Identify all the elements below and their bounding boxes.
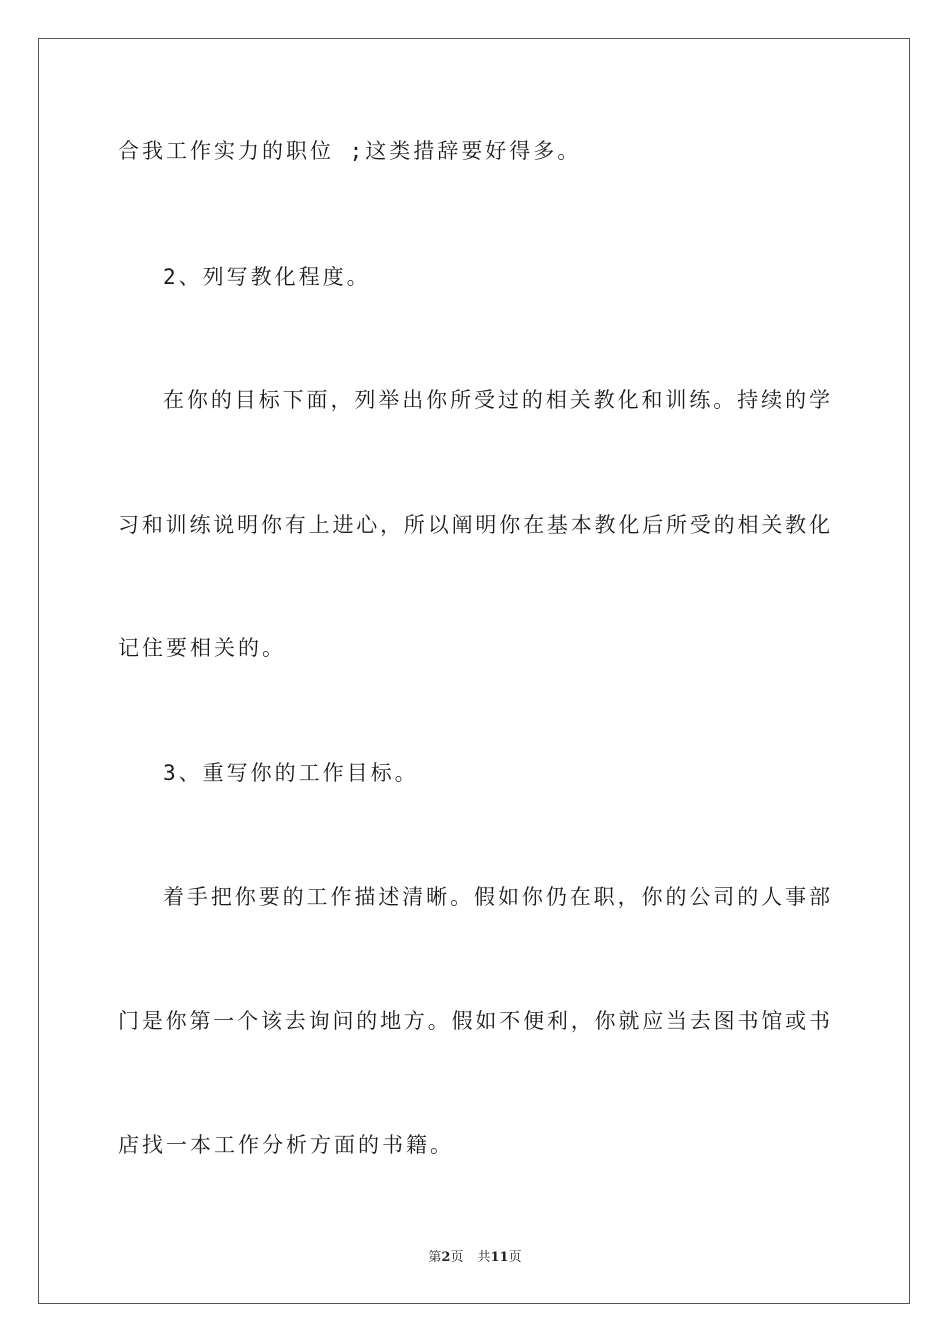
paragraph-line: 着手把你要的工作描述清晰。假如你仍在职，你的公司的人事部 (163, 885, 830, 909)
paragraph-line: 店找一本工作分析方面的书籍。 (118, 1133, 454, 1157)
total-prefix: 共 (477, 1250, 491, 1265)
total-pages: 11 (490, 1250, 509, 1265)
section-heading: 2、列写教化程度。 (163, 265, 371, 289)
paragraph-line: 记住要相关的。 (118, 636, 286, 660)
page-border (38, 38, 910, 1304)
paragraph-line: 门是你第一个该去询问的地方。假如不便利，你就应当去图书馆或书 (118, 1009, 830, 1033)
total-suffix: 页 (508, 1250, 522, 1265)
page-suffix: 页 (450, 1250, 464, 1265)
paragraph-line: 合我工作实力的职位 ;这类措辞要好得多。 (118, 139, 582, 163)
paragraph-line: 习和训练说明你有上进心，所以阐明你在基本教化后所受的相关教化 (118, 513, 830, 537)
page-number: 2 (441, 1250, 451, 1265)
section-heading: 3、重写你的工作目标。 (163, 761, 419, 785)
page-prefix: 第 (428, 1250, 442, 1265)
paragraph-line: 在你的目标下面，列举出你所受过的相关教化和训练。持续的学 (163, 388, 830, 412)
page-footer (0, 1246, 950, 1265)
